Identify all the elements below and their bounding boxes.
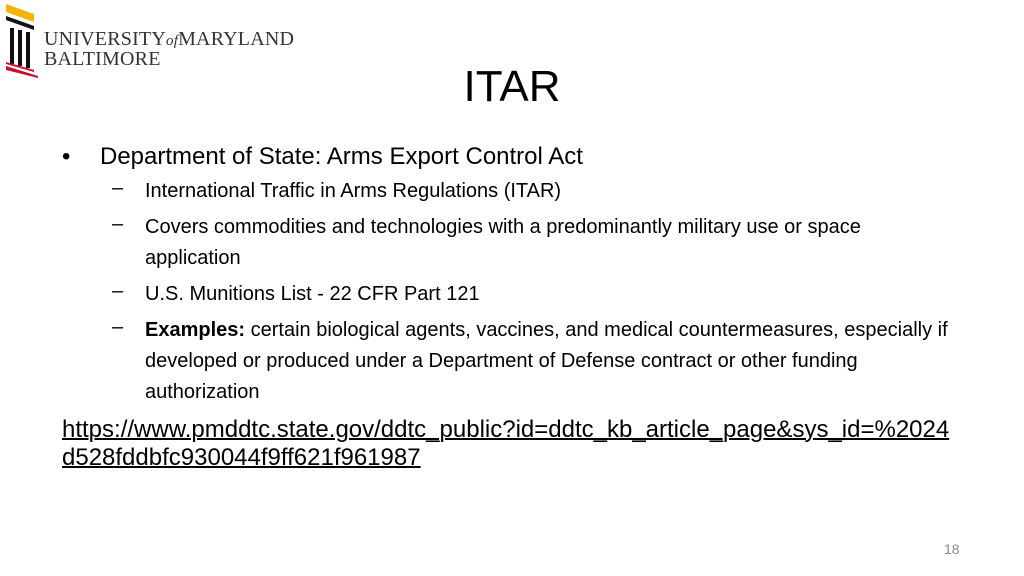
sub-bullet-text: International Traffic in Arms Regulations (ITAR) <box>145 180 562 202</box>
sub-bullet-item <box>62 315 962 408</box>
sub-bullet-item <box>62 212 962 274</box>
slide-body <box>62 140 962 472</box>
dash-marker: – <box>112 316 124 338</box>
sub-bullet-item <box>62 279 962 310</box>
itar-reference-link[interactable]: https://www.pmddtc.state.gov/ddtc_public?id=ddtc_kb_article_page&sys_id=%2024d528fddbfc930044f9ff621f961987 <box>62 416 950 471</box>
dash-marker: – <box>112 213 124 235</box>
sub-bullet-text: certain biological agents, vaccines, and medical countermeasures, especially if developed or produced under a Department of Defense contract or other funding authorization <box>145 319 948 403</box>
logo-word-maryland: MARYLAND <box>178 28 295 50</box>
examples-label: Examples: <box>145 319 246 341</box>
main-bullet-text: Department of State: Arms Export Control Act <box>100 143 583 170</box>
logo-word-university: UNIVERSITY <box>44 28 166 50</box>
dash-marker: – <box>112 280 124 302</box>
bullet-dot: • <box>62 143 71 170</box>
sub-bullet-text: Covers commodities and technologies with a predominantly military use or space application <box>145 216 861 269</box>
sub-bullet-list <box>62 176 962 408</box>
sub-bullet-item <box>62 176 962 207</box>
logo-word-of: of <box>166 33 179 49</box>
slide-title: ITAR <box>463 62 561 111</box>
main-bullet <box>62 140 962 174</box>
logo-wordmark-line2: BALTIMORE <box>44 48 161 70</box>
dash-marker: – <box>112 177 124 199</box>
page-number: 18 <box>944 541 960 557</box>
sub-bullet-text: U.S. Munitions List - 22 CFR Part 121 <box>145 283 480 305</box>
